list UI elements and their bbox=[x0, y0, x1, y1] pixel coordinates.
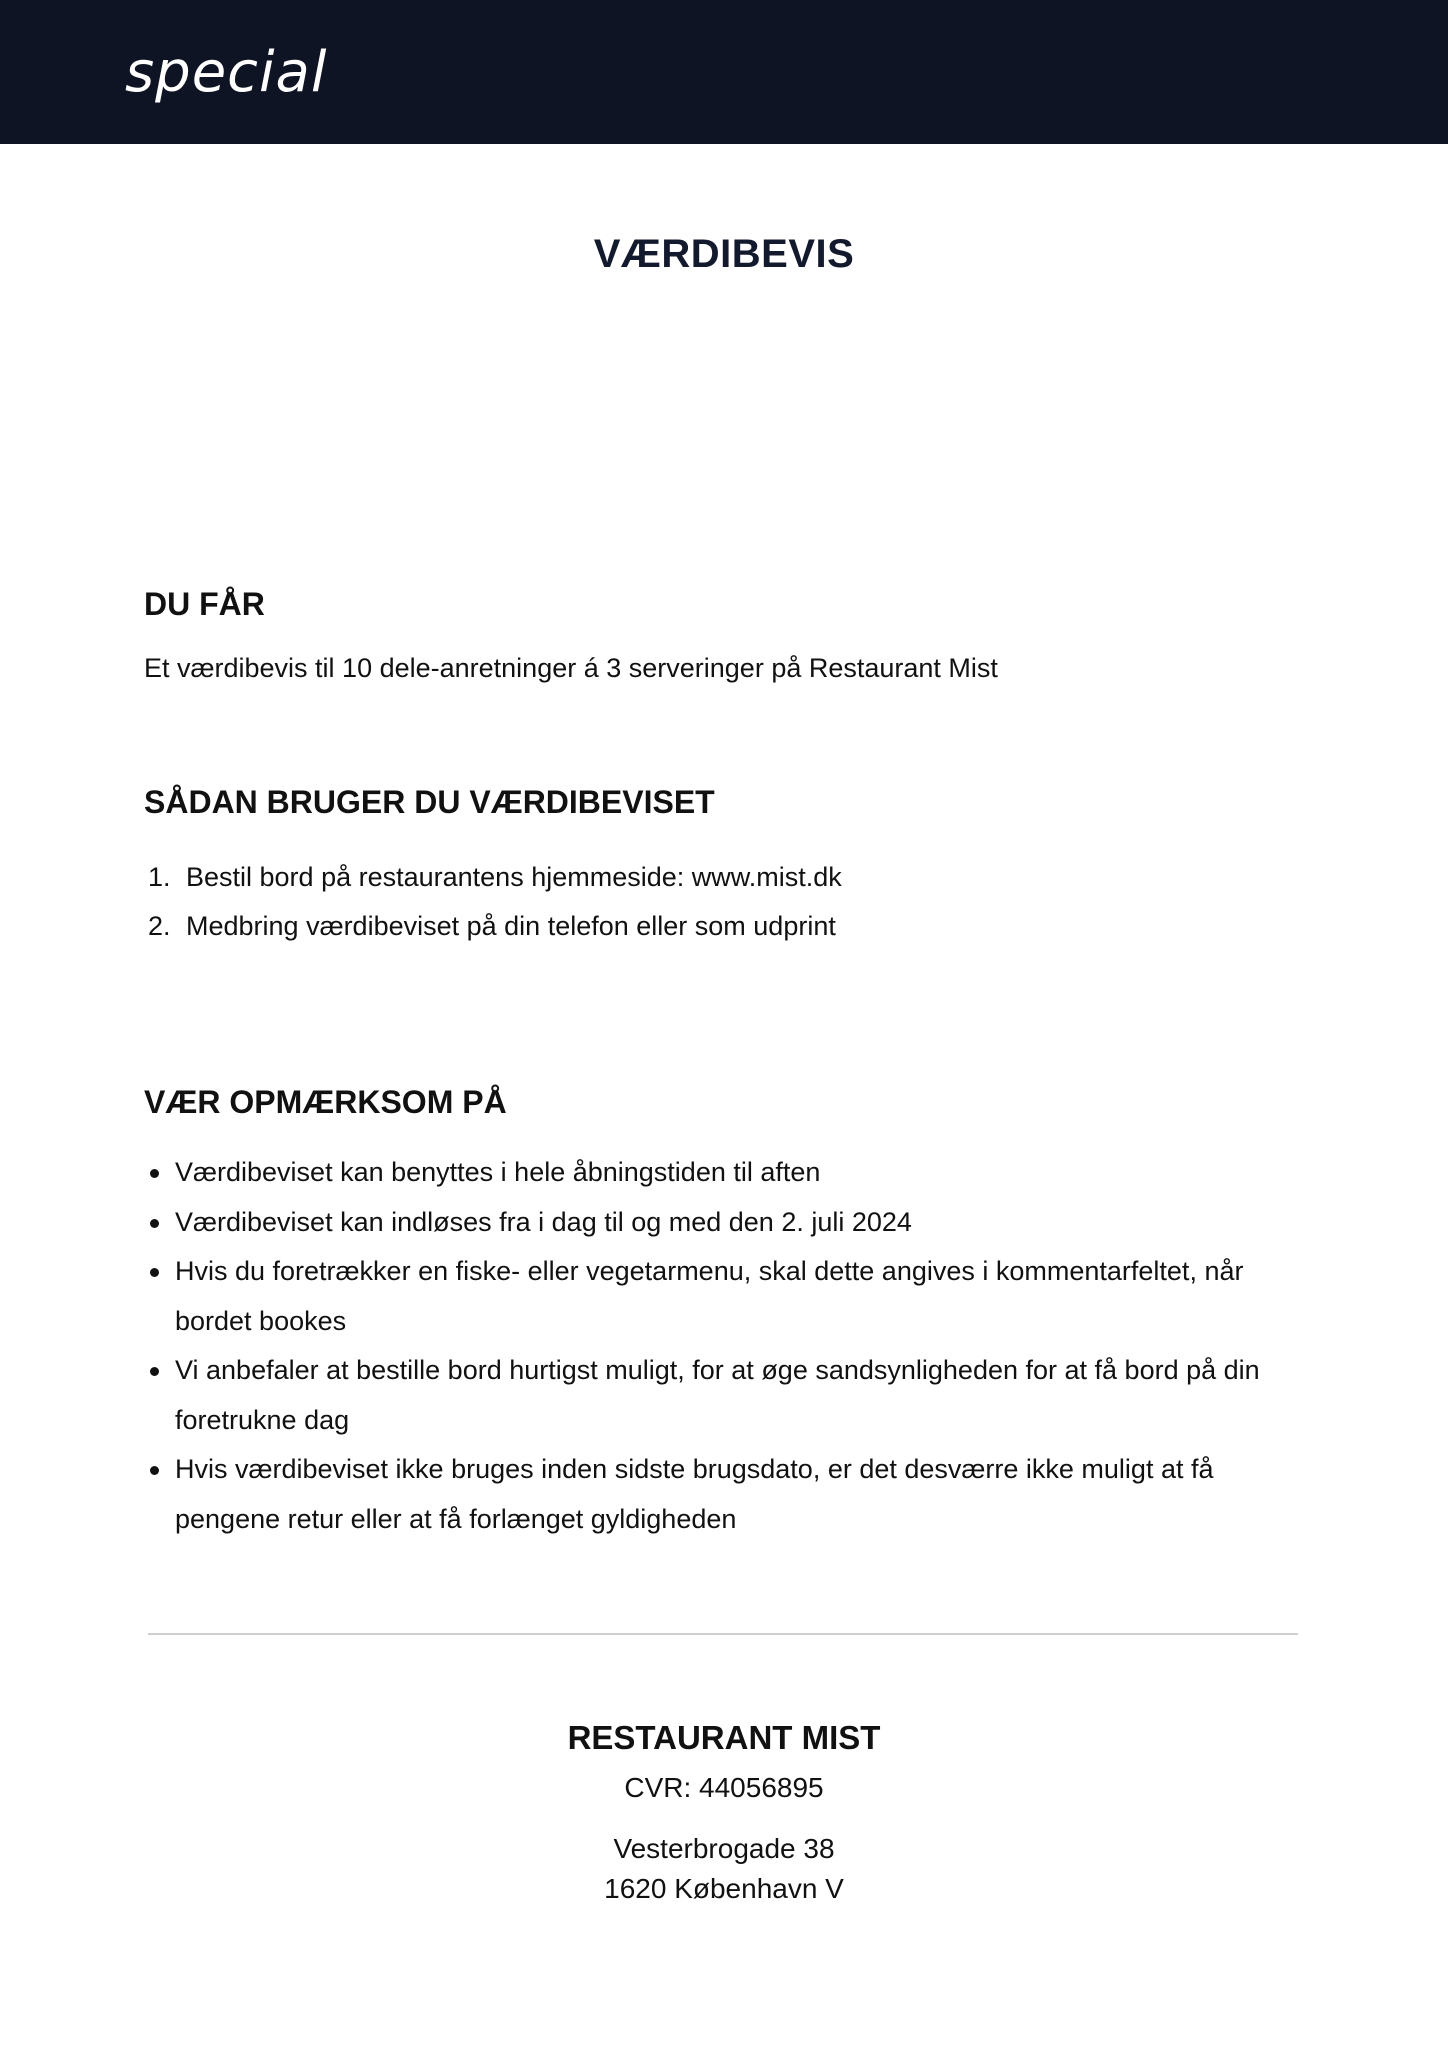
note-text: Værdibeviset kan indløses fra i dag til og med den 2. juli 2024 bbox=[175, 1206, 912, 1237]
list-item bbox=[144, 902, 842, 951]
note-text: Hvis du foretrækker en fiske- eller vegetarmenu, skal dette angives i kommentarfeltet, når bordet bookes bbox=[175, 1256, 1244, 1336]
list-item bbox=[144, 1445, 1264, 1544]
document-title: VÆRDIBEVIS bbox=[593, 232, 855, 276]
bullet-icon bbox=[150, 1367, 159, 1376]
step-text: Bestil bord på restaurantens hjemmeside: www.mist.dk bbox=[186, 862, 842, 892]
list-item bbox=[144, 1346, 1264, 1445]
note-text: Vi anbefaler at bestille bord hurtigst muligt, for at øge sandsynligheden for at få bord på din foretrukne dag bbox=[175, 1355, 1260, 1435]
footer-street: Vesterbrogade 38 bbox=[613, 1833, 835, 1864]
notes-list bbox=[144, 1148, 1264, 1544]
footer-city: 1620 København V bbox=[604, 1873, 844, 1904]
step-number: 1. bbox=[148, 862, 171, 892]
bullet-icon bbox=[150, 1219, 159, 1228]
footer-restaurant-name: RESTAURANT MIST bbox=[567, 1719, 881, 1756]
you-get-text: Et værdibevis til 10 dele-anretninger á 3 serveringer på Restaurant Mist bbox=[144, 653, 998, 683]
step-number: 2. bbox=[148, 911, 171, 941]
list-item bbox=[144, 1198, 1264, 1248]
footer-cvr: CVR: 44056895 bbox=[624, 1772, 824, 1803]
header-bar bbox=[0, 0, 1448, 144]
divider bbox=[148, 1633, 1298, 1635]
bullet-icon bbox=[150, 1466, 159, 1475]
list-item bbox=[144, 853, 842, 902]
step-text: Medbring værdibeviset på din telefon eller som udprint bbox=[186, 911, 836, 941]
steps-list bbox=[144, 853, 842, 951]
note-text: Værdibeviset kan benyttes i hele åbningstiden til aften bbox=[175, 1157, 821, 1187]
section-heading-how-to-use: SÅDAN BRUGER DU VÆRDIBEVISET bbox=[144, 784, 715, 820]
section-heading-you-get: DU FÅR bbox=[144, 586, 265, 622]
list-item bbox=[144, 1148, 1264, 1198]
brand-logo: special bbox=[125, 40, 328, 105]
list-item bbox=[144, 1247, 1264, 1346]
bullet-icon bbox=[150, 1169, 159, 1178]
note-text: Hvis værdibeviset ikke bruges inden sidste brugsdato, er det desværre ikke muligt at få pengene retur eller at få forlænget gyldigheden bbox=[175, 1454, 1214, 1534]
bullet-icon bbox=[150, 1268, 159, 1277]
section-heading-notes: VÆR OPMÆRKSOM PÅ bbox=[144, 1084, 507, 1120]
